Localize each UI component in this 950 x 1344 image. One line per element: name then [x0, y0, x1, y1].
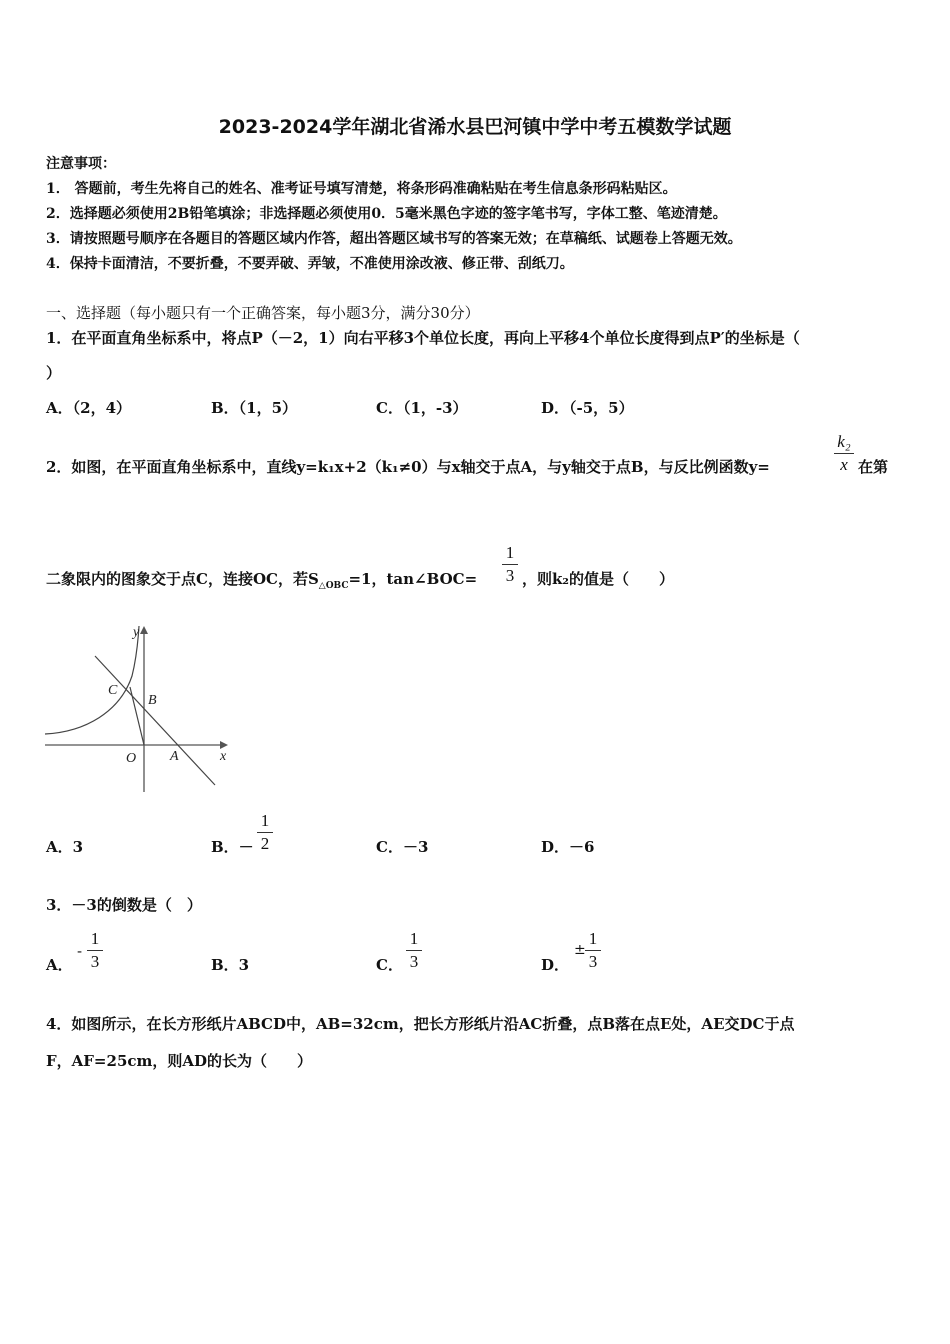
- q3-option-c: C．: [376, 956, 403, 974]
- q1-option-b: B．（1，5）: [211, 399, 298, 417]
- q2-subscript: △OBC: [318, 581, 349, 591]
- label-o: O: [126, 751, 137, 766]
- fraction-numerator: k₂: [837, 432, 851, 451]
- fraction-denominator: 3: [409, 952, 419, 971]
- hyperbola-curve: [45, 626, 139, 734]
- fraction-numerator: 1: [260, 811, 270, 830]
- q2-option-c: C．－3: [376, 838, 429, 856]
- section-heading: 一、选择题（每小题只有一个正确答案，每小题3分，满分30分）: [46, 304, 480, 322]
- fraction-numerator: 1: [90, 929, 100, 948]
- q2-option-d: D．－6: [541, 838, 595, 856]
- q2-line2-text-b: =1，tan∠BOC=: [348, 570, 478, 588]
- label-b: B: [148, 693, 157, 708]
- fraction-denominator: x: [840, 455, 848, 474]
- label-a: A: [170, 749, 179, 764]
- question-2-line2-end: ，则k₂的值是（ ）: [522, 570, 674, 588]
- notice-heading: 注意事项：: [46, 156, 116, 172]
- fraction-denominator: 3: [90, 952, 100, 971]
- label-x: x: [220, 749, 227, 764]
- label-y: y: [133, 625, 140, 640]
- page-title: 2023-2024学年湖北省浠水县巴河镇中学中考五模数学试题: [218, 116, 732, 138]
- q2-line2-text-a: 二象限内的图象交于点C，连接OC，若S: [46, 570, 319, 588]
- q2-option-b: B．－: [211, 838, 254, 856]
- question-2-line2: [46, 568, 477, 591]
- question-2-line1: 2．如图，在平面直角坐标系中，直线y=k₁x+2（k₁≠0）与x轴交于点A，与y轴交于点B，与反比例函数y=: [46, 458, 770, 476]
- line-ab: [95, 656, 215, 785]
- fraction-denominator: 3: [505, 566, 515, 585]
- x-axis-arrow: [220, 741, 228, 749]
- notice-item: 4．保持卡面清洁，不要折叠，不要弄破、弄皱，不准使用涂改液、修正带、刮纸刀。: [46, 256, 574, 272]
- question-1-line2: ）: [46, 364, 62, 382]
- k2-over-x-fraction: [834, 432, 854, 475]
- y-axis-arrow: [140, 626, 148, 634]
- question-2-line1-end: 在第: [858, 458, 889, 476]
- notice-item: 2．选择题必须使用2B铅笔填涂；非选择题必须使用0．5毫米黑色字迹的签字笔书写，字体工整、笔迹清楚。: [46, 206, 727, 222]
- segment-oc: [130, 687, 144, 745]
- q3-option-d-fraction: [585, 929, 601, 972]
- fraction-denominator: 3: [588, 952, 598, 971]
- question-4-line1: 4．如图所示，在长方形纸片ABCD中，AB=32cm，把长方形纸片沿AC折叠，点B落在点E处，AE交DC于点: [46, 1015, 795, 1033]
- q1-option-d: D．（-5，5）: [541, 399, 634, 417]
- fraction-numerator: 1: [505, 543, 515, 562]
- notice-item: 1． 答题前，考生先将自己的姓名、准考证号填写清楚，将条形码准确粘贴在考生信息条形码粘贴区。: [46, 181, 677, 197]
- q2-option-b-fraction: [257, 811, 273, 854]
- question-4-line2: F，AF=25cm，则AD的长为（ ）: [46, 1052, 313, 1070]
- q3-option-a-fraction: [87, 929, 103, 972]
- notice-item: 3．请按照题号顺序在各题目的答题区域内作答，超出答题区域书写的答案无效；在草稿纸、试题卷上答题无效。: [46, 231, 742, 247]
- question-1-line1: 1．在平面直角坐标系中，将点P（－2，1）向右平移3个单位长度，再向上平移4个单位长度得到点P′的坐标是（: [46, 329, 800, 347]
- q3-option-b: B．3: [211, 956, 250, 974]
- q1-option-a: A．（2，4）: [46, 399, 132, 417]
- fraction-numerator: 1: [409, 929, 419, 948]
- q3-option-d-sign: ±: [574, 942, 586, 958]
- q3-option-c-fraction: [406, 929, 422, 972]
- fraction-denominator: 2: [260, 834, 270, 853]
- label-c: C: [108, 683, 118, 698]
- q3-option-d: D．: [541, 956, 570, 974]
- coordinate-figure: [40, 620, 240, 800]
- q3-option-a: A．: [46, 956, 73, 974]
- tan-fraction: [502, 543, 518, 586]
- q3-option-a-sign: -: [77, 942, 83, 960]
- question-3-stem: 3．－3的倒数是（ ）: [46, 896, 202, 914]
- fraction-numerator: 1: [588, 929, 598, 948]
- q1-option-c: C．（1，-3）: [376, 399, 468, 417]
- q2-option-a: A．3: [46, 838, 84, 856]
